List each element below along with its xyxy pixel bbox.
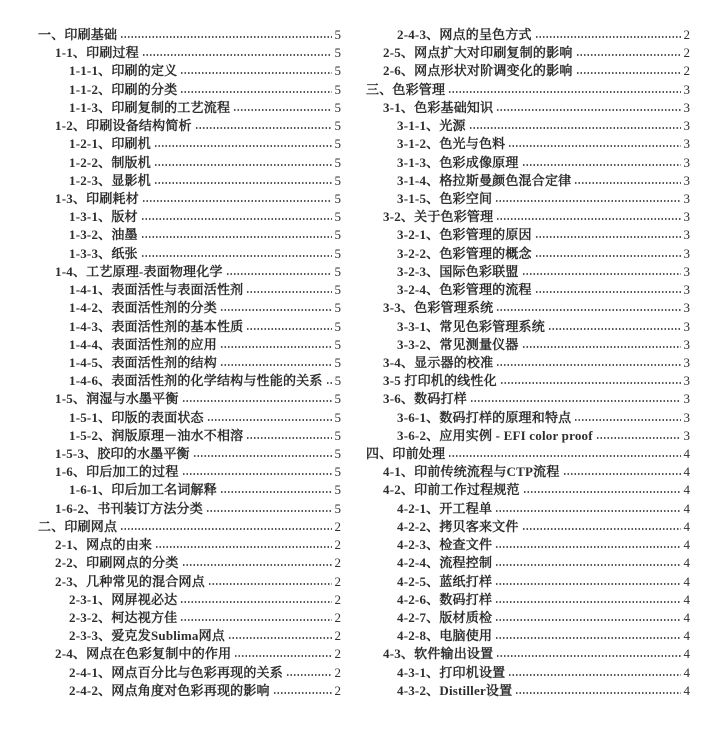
dot-leader [535,226,681,244]
toc-entry [366,390,690,408]
page-number: 4 [683,646,690,662]
toc-entry [366,208,690,226]
dot-leader [495,627,680,645]
toc-entry [366,318,690,336]
page-number: 2 [334,518,341,534]
toc-entry-label: 3-3-2、常见测量仪器 [397,336,519,352]
toc-entry-label: 1-3-2、油墨 [69,227,138,243]
toc-entry [38,573,341,591]
page-number: 3 [683,427,690,443]
dot-leader [226,263,332,281]
toc-entry [38,609,341,627]
toc-entry-label: 2-3-2、柯达视方佳 [69,610,178,625]
dot-leader [574,409,680,427]
toc-entry [366,226,690,244]
dot-leader [195,117,332,135]
toc-entry-label: 1-2-2、制版机 [69,154,151,170]
toc-entry [366,682,690,700]
dot-leader [206,500,332,518]
toc-entry-label: 3-2-1、色彩管理的原因 [397,227,532,243]
page-number: 4 [683,555,690,571]
toc-entry-label: 4-3-1、打印机设置 [397,664,506,680]
toc-entry-label: 2-1、网点的由来 [55,537,153,553]
toc-entry [38,135,341,153]
dot-leader [469,117,681,135]
toc-entry-label: 2-5、网点扩大对印刷复制的影响 [383,45,573,61]
toc-entry [38,99,341,117]
dot-leader [470,390,681,408]
page-number: 5 [334,373,342,389]
toc-entry [366,536,690,554]
toc-entry [38,81,341,99]
toc-entry [38,445,341,463]
toc-entry [38,318,341,336]
toc-entry-label: 一、印刷基础 [38,27,118,42]
toc-entry [366,281,690,299]
page-number: 4 [683,482,690,498]
toc-entry-label: 1-5-3、胶印的水墨平衡 [55,446,190,462]
toc-entry [366,645,690,663]
toc-entry [366,409,690,427]
page-number: 3 [683,209,690,225]
toc-entry-label: 1-6-2、书刊装订方法分类 [55,500,203,516]
toc-entry [366,573,690,591]
page-number: 4 [683,446,690,462]
page-number: 3 [683,172,690,188]
toc-entry-label: 4-2-3、检查文件 [397,537,493,553]
toc-entry-label: 4-3-2、Distiller设置 [397,682,513,698]
toc-entry [38,554,341,572]
dot-leader [495,190,680,208]
dot-leader [576,62,681,80]
page-number: 3 [683,81,690,97]
toc-entry-label: 1-4-5、表面活性剂的结构 [69,354,217,370]
toc-entry-label: 3-6、数码打样 [383,391,467,407]
page-number: 5 [334,45,341,61]
page-number: 2 [334,646,341,662]
toc-entry-label: 1-3-1、版材 [69,209,138,225]
dot-leader [234,645,331,663]
toc-entry-label: 1-5、润湿与水墨平衡 [55,391,179,407]
toc-entry-label: 3-6-2、应用实例 - EFI color proof [397,427,593,443]
toc-entry [38,591,341,609]
toc-entry [366,263,690,281]
dot-leader [155,536,331,554]
toc-entry [38,536,341,554]
toc-entry-label: 1-4-3、表面活性剂的基本性质 [69,318,244,334]
toc-entry [38,409,341,427]
page-number: 5 [334,190,341,206]
toc-entry-label: 3-2-2、色彩管理的概念 [397,245,532,261]
page-number: 3 [683,99,690,115]
dot-leader [154,154,332,172]
toc-entry [366,336,690,354]
page-number: 2 [334,591,341,607]
page-number: 2 [334,610,341,625]
toc-entry [38,518,341,536]
dot-leader [180,609,331,627]
page-number: 2 [683,27,690,42]
toc-entry-label: 4-2-2、拷贝客来文件 [397,518,519,534]
dot-leader [220,481,332,499]
dot-leader [500,372,681,390]
toc-entry-label: 3-2-4、色彩管理的流程 [397,282,532,298]
dot-leader [495,609,680,627]
page-number: 5 [334,63,341,79]
page-number: 5 [334,282,341,298]
dot-leader [154,172,332,190]
dot-leader [182,390,332,408]
page-number: 4 [683,628,690,644]
dot-leader [495,573,680,591]
page-number: 4 [683,664,690,680]
page-number: 4 [683,682,690,698]
toc-entry-label: 3-1-5、色彩空间 [397,190,493,206]
page-number: 4 [683,610,690,625]
dot-leader [233,99,331,117]
page-number: 2 [334,682,341,698]
dot-leader [326,372,332,390]
toc-entry [366,445,690,463]
page-number: 4 [683,591,690,607]
dot-leader [193,445,332,463]
dot-leader [535,26,681,44]
dot-leader [120,518,331,536]
toc-entry [38,645,341,663]
page-number: 5 [334,136,341,152]
toc-entry-label: 1-1-3、印刷复制的工艺流程 [69,99,231,115]
dot-leader [448,81,680,99]
page-number: 3 [683,300,690,316]
page-number: 2 [334,555,341,571]
toc-entry [366,81,690,99]
toc-entry-label: 3-1-3、色彩成像原理 [397,154,519,170]
toc-entry-label: 1-6、印后加工的过程 [55,464,179,480]
toc-entry [38,117,341,135]
page-number: 4 [683,500,690,516]
page-number: 5 [334,245,341,261]
dot-leader [576,44,681,62]
dot-leader [448,445,680,463]
page-number: 4 [683,573,690,589]
dot-leader [495,500,680,518]
dot-leader [496,208,680,226]
toc-entry-label: 四、印前处理 [366,446,446,462]
toc-column-right [366,26,690,700]
page-number: 5 [334,27,341,42]
toc-entry [38,463,341,481]
toc-entry [38,208,341,226]
toc-entry-label: 1-6-1、印后加工名词解释 [69,482,217,498]
page-number: 3 [683,336,690,352]
dot-leader [496,645,680,663]
toc-entry [366,172,690,190]
page-number: 2 [334,537,341,553]
page-number: 5 [334,172,341,188]
dot-leader [142,44,332,62]
dot-leader [563,463,681,481]
toc-entry [38,500,341,518]
dot-leader [180,591,331,609]
page-number: 2 [683,63,690,79]
dot-leader [228,627,331,645]
dot-leader [508,664,680,682]
page-number: 5 [334,500,341,516]
dot-leader [495,591,680,609]
dot-leader [522,336,681,354]
page-number: 3 [683,373,690,389]
toc-entry-label: 1-4、工艺原理-表面物理化学 [55,263,223,279]
dot-leader [508,135,680,153]
page-number: 5 [334,446,341,462]
page-number: 3 [683,154,690,170]
toc-entry [366,500,690,518]
dot-leader [180,62,331,80]
toc-entry [366,117,690,135]
toc-entry [366,245,690,263]
page-number: 3 [683,190,690,206]
toc-entry [38,62,341,80]
toc-entry-label: 2-3-3、爱克发Sublima网点 [69,628,226,644]
page-number: 5 [334,354,341,370]
toc-entry [38,682,341,700]
dot-leader [496,299,680,317]
toc-entry [38,664,341,682]
dot-leader [141,208,332,226]
toc-entry [366,99,690,117]
dot-leader [523,481,681,499]
toc-entry-label: 4-2-5、蓝纸打样 [397,573,493,589]
page-number: 2 [683,45,690,61]
toc-entry [38,226,341,244]
toc-entry [38,372,341,390]
toc-entry-label: 4-2-8、电脑使用 [397,628,493,644]
dot-leader [182,554,332,572]
toc-entry-label: 2-4、网点在色彩复制中的作用 [55,646,232,662]
page-number: 5 [334,409,341,425]
page-number: 3 [683,245,690,261]
toc-entry [366,62,690,80]
dot-leader [220,299,332,317]
page-number: 5 [334,318,341,334]
page-number: 5 [334,263,341,279]
page-number: 5 [334,154,341,170]
toc-entry-label: 1-1-1、印刷的定义 [69,63,178,79]
dot-leader [182,463,332,481]
page-number: 3 [683,391,690,407]
toc-entry [38,263,341,281]
toc-entry-label: 3-3-1、常见色彩管理系统 [397,318,545,334]
toc-entry-label: 4-2-6、数码打样 [397,591,493,607]
toc-entry-label: 3-2-3、国际色彩联盟 [397,263,519,279]
toc-entry-label: 4-2-4、流程控制 [397,555,493,571]
dot-leader [246,318,331,336]
dot-leader [207,409,332,427]
dot-leader [208,573,332,591]
dot-leader [522,154,681,172]
toc-entry [38,390,341,408]
toc-entry [38,427,341,445]
toc-entry-label: 1-4-2、表面活性剂的分类 [69,300,217,316]
toc-entry [366,481,690,499]
page-number: 5 [334,99,341,115]
toc-entry [366,372,690,390]
toc-entry-label: 3-1-2、色光与色料 [397,136,506,152]
dot-leader [522,263,681,281]
page-number: 3 [683,409,690,425]
toc-entry-label: 1-3-3、纸张 [69,245,138,261]
toc-entry-label: 2-2、印刷网点的分类 [55,555,179,571]
toc-entry [38,190,341,208]
toc-entry [366,518,690,536]
page-number: 5 [334,209,341,225]
dot-leader [141,245,332,263]
toc-entry [366,154,690,172]
toc-entry [366,591,690,609]
toc-entry [38,354,341,372]
page-number: 5 [334,336,341,352]
toc-entry [38,627,341,645]
page-number: 4 [683,464,690,480]
page-number: 5 [334,427,341,443]
toc-entry-label: 2-4-2、网点角度对色彩再现的影响 [69,682,270,698]
toc-entry-label: 2-6、网点形状对阶调变化的影响 [383,63,573,79]
toc-entry [366,44,690,62]
page-number: 4 [683,537,690,553]
dot-leader [246,281,331,299]
toc-entry-label: 2-3-1、网屏视必达 [69,591,178,607]
page-number: 5 [334,300,341,316]
toc-entry-label: 3-3、色彩管理系统 [383,300,494,316]
page-number: 5 [334,227,341,243]
page-number: 3 [683,263,690,279]
toc-entry-label: 4-3、软件输出设置 [383,646,494,662]
toc-entry [366,554,690,572]
toc-entry [38,336,341,354]
page-number: 3 [683,354,690,370]
page-number: 5 [334,464,341,480]
toc-entry [38,299,341,317]
toc-entry [366,190,690,208]
toc-entry-label: 1-2-3、显影机 [69,172,151,188]
dot-leader [142,190,332,208]
toc-entry-label: 3-6-1、数码打样的原理和特点 [397,409,572,425]
page-number: 5 [334,391,341,407]
page-number: 5 [334,118,341,134]
toc-entry-label: 1-1、印刷过程 [55,45,139,61]
toc-entry-label: 2-4-3、网点的呈色方式 [397,27,532,42]
toc-entry-label: 4-2-7、版材质检 [397,610,493,625]
dot-leader [495,536,680,554]
dot-leader [220,336,332,354]
dot-leader [522,518,681,536]
toc-entry-label: 4-2、印前工作过程规范 [383,482,520,498]
toc-entry [38,281,341,299]
toc-entry-label: 4-1、印前传统流程与CTP流程 [383,464,560,480]
toc-entry [366,664,690,682]
page-number: 3 [683,227,690,243]
toc-entry-label: 1-1-2、印刷的分类 [69,81,178,97]
dot-leader [535,281,681,299]
toc-entry [38,26,341,44]
page-number: 2 [334,664,341,680]
dot-leader [574,172,680,190]
toc-entry-label: 1-2-1、印刷机 [69,136,151,152]
toc-entry-label: 3-1、色彩基础知识 [383,99,494,115]
toc-entry [366,427,690,445]
toc-entry-label: 3-4、显示器的校准 [383,354,494,370]
toc-entry-label: 二、印刷网点 [38,518,118,534]
dot-leader [220,354,332,372]
toc-entry-label: 2-3、几种常见的混合网点 [55,573,205,589]
toc-entry [366,463,690,481]
page-number: 4 [683,518,690,534]
toc-entry [38,44,341,62]
toc-entry-label: 2-4-1、网点百分比与色彩再现的关系 [69,664,283,680]
toc-entry [366,609,690,627]
toc-entry [38,154,341,172]
dot-leader [535,245,681,263]
dot-leader [495,554,680,572]
toc-entry [38,245,341,263]
dot-leader [180,81,331,99]
toc-entry [366,627,690,645]
dot-leader [120,26,331,44]
dot-leader [154,135,332,153]
page-number: 3 [683,318,690,334]
toc-entry-label: 三、色彩管理 [366,81,446,97]
toc-entry [366,299,690,317]
page-number: 5 [334,81,341,97]
page-number: 3 [683,118,690,134]
toc-entry [366,354,690,372]
toc-entry-label: 3-1-1、光源 [397,118,466,134]
toc-entry-label: 1-4-1、表面活性与表面活性剂 [69,282,244,298]
dot-leader [246,427,331,445]
dot-leader [548,318,681,336]
toc-entry-label: 1-5-2、润版原理－油水不相溶 [69,427,244,443]
toc-entry [366,135,690,153]
toc-entry [38,481,341,499]
toc-entry [366,26,690,44]
dot-leader [496,99,680,117]
toc-entry [38,172,341,190]
toc-entry-label: 1-4-6、表面活性剂的化学结构与性能的关系 [69,373,323,389]
page-number: 3 [683,136,690,152]
page-number: 3 [683,282,690,298]
dot-leader [496,354,680,372]
toc-entry-label: 3-5 打印机的线性化 [383,373,497,389]
page-number: 2 [334,573,341,589]
dot-leader [596,427,681,445]
toc-entry-label: 4-2-1、开工程单 [397,500,493,516]
toc-entry-label: 3-1-4、格拉斯曼颜色混合定律 [397,172,572,188]
toc-entry-label: 1-5-1、印版的表面状态 [69,409,204,425]
page-number: 2 [334,628,341,644]
toc-entry-label: 1-2、印刷设备结构简析 [55,118,192,134]
dot-leader [515,682,680,700]
toc-entry-label: 1-3、印刷耗材 [55,190,139,206]
dot-leader [141,226,332,244]
toc-entry-label: 3-2、关于色彩管理 [383,209,494,225]
dot-leader [286,664,332,682]
toc-column-left [38,26,341,700]
page-number: 5 [334,482,341,498]
toc-entry-label: 1-4-4、表面活性剂的应用 [69,336,217,352]
dot-leader [273,682,332,700]
